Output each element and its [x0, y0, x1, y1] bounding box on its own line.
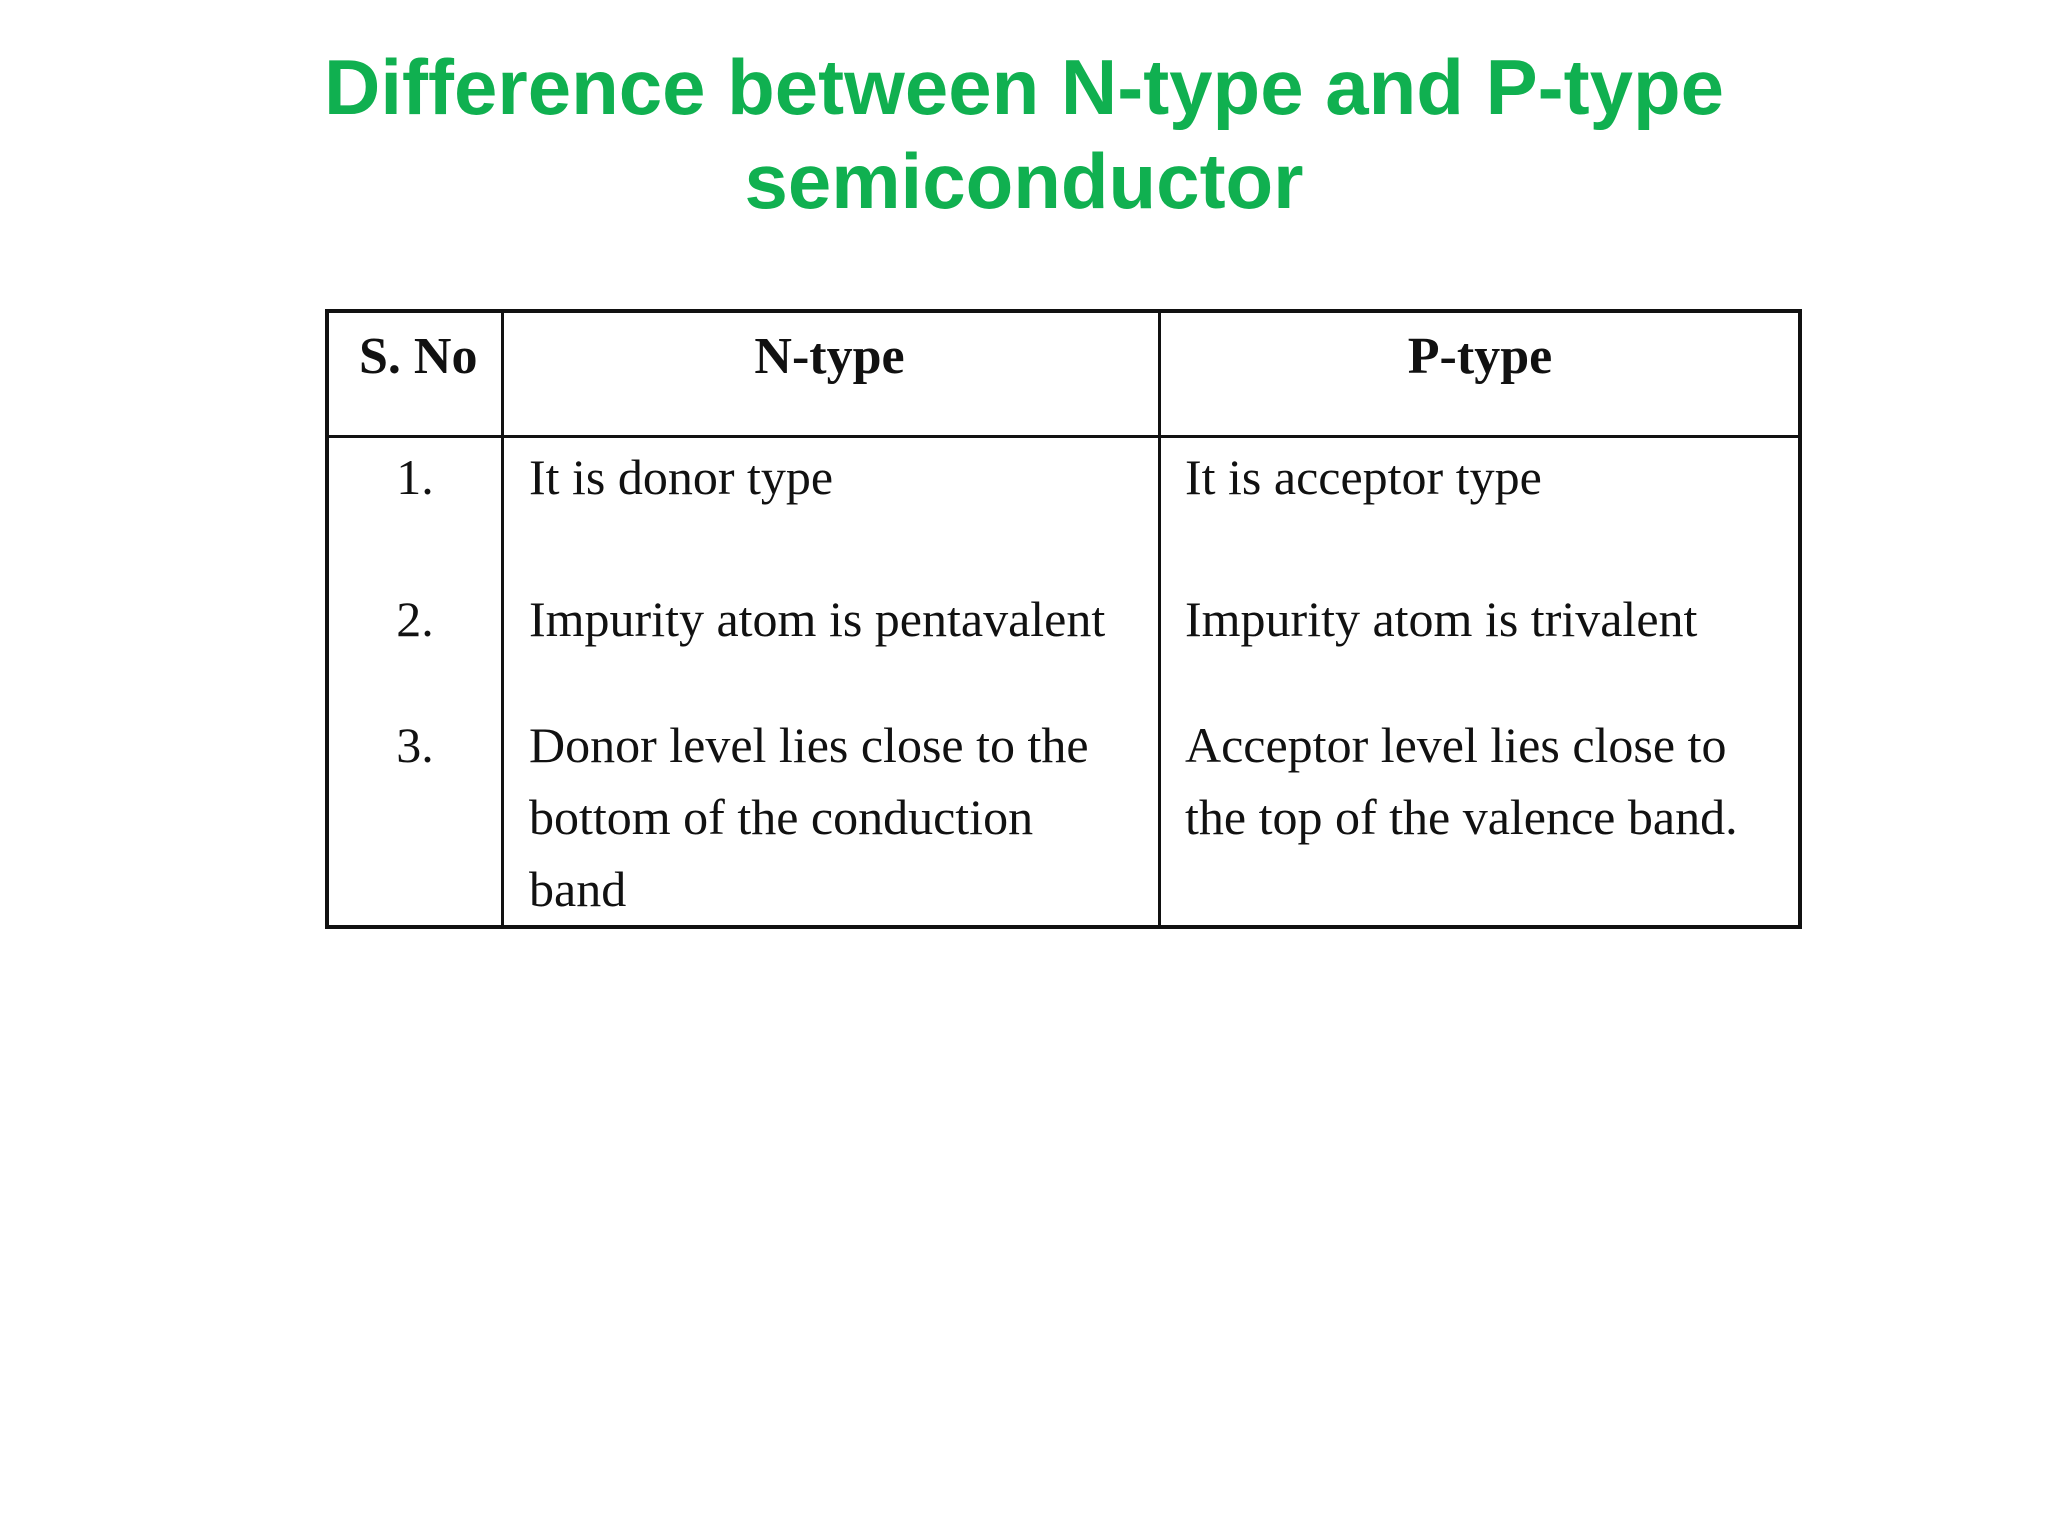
slide-title-line-1: Difference between N-type and P-type — [324, 43, 1724, 131]
row-2-n-type: Impurity atom is pentavalent — [529, 591, 1106, 647]
column-divider — [1158, 313, 1161, 925]
row-2-serial-number: 2. — [396, 591, 434, 647]
slide-title — [0, 40, 2048, 228]
header-serial-number: S. No — [359, 328, 478, 385]
header-row-divider — [329, 435, 1798, 438]
header-p-type: P-type — [1407, 328, 1553, 385]
row-1-serial-number: 1. — [396, 449, 434, 505]
column-divider — [501, 313, 504, 925]
row-3-serial-number: 3. — [396, 717, 434, 773]
row-3-p-type-line-1: Acceptor level lies close to — [1185, 717, 1727, 773]
slide-title-line-2: semiconductor — [744, 137, 1304, 225]
row-3-p-type — [1185, 709, 1795, 853]
row-1-n-type: It is donor type — [529, 449, 834, 505]
comparison-table — [325, 309, 1802, 929]
row-3-n-type-line-2: bottom of the conduction — [529, 789, 1034, 845]
row-1-p-type: It is acceptor type — [1185, 449, 1542, 505]
row-3-n-type-line-1: Donor level lies close to the — [529, 717, 1089, 773]
row-2-p-type: Impurity atom is trivalent — [1185, 591, 1698, 647]
row-3-p-type-line-2: the top of the valence band. — [1185, 789, 1738, 845]
row-3-n-type — [529, 709, 1149, 925]
row-3-n-type-line-3: band — [529, 861, 627, 917]
header-n-type: N-type — [754, 328, 905, 385]
